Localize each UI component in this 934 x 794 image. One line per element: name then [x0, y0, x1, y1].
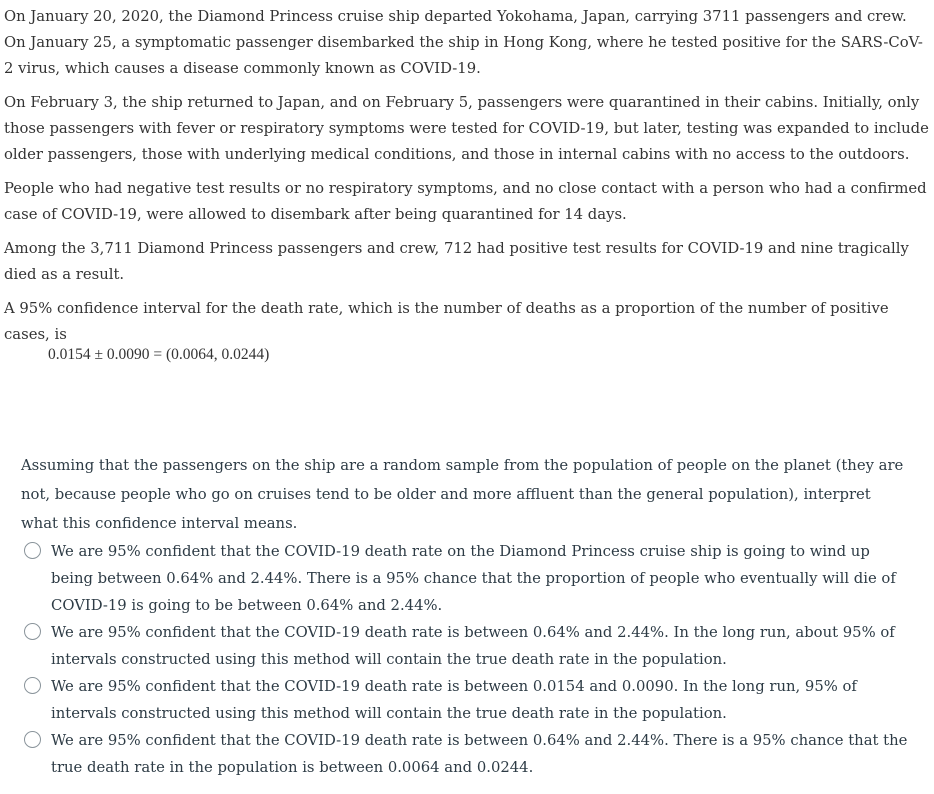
answer-option-2[interactable]	[24, 619, 914, 673]
answer-options	[24, 538, 914, 781]
radio-button-4[interactable]	[24, 731, 41, 748]
radio-button-3[interactable]	[24, 677, 41, 694]
answer-option-4-label: We are 95% confident that the COVID-19 death rate is between 0.64% and 2.44%. There is a 95% chance that the true death rate in the population is between 0.0064 and 0.0244.	[51, 732, 908, 776]
problem-passage	[4, 4, 930, 356]
answer-option-3[interactable]	[24, 673, 914, 727]
answer-option-1-label: We are 95% confident that the COVID-19 death rate on the Diamond Princess cruise ship is going to wind up being between 0.64% and 2.44%. There is a 95% chance that the proportion of people who eventually will die of COVID-19 is going to be between 0.64% and 2.44%.	[51, 543, 896, 614]
answer-option-3-label: We are 95% confident that the COVID-19 death rate is between 0.0154 and 0.0090. In the long run, 95% of intervals constructed using this method will contain the true death rate in the population.	[51, 678, 857, 722]
confidence-interval-formula: 0.0154 ± 0.0090 = (0.0064, 0.0244)	[48, 346, 270, 363]
question-prompt: Assuming that the passengers on the ship are a random sample from the population of people on the planet (they are not, because people who go on cruises tend to be older and more affluent than the general population), interpret what this confidence interval means.	[21, 457, 904, 532]
answer-option-1[interactable]	[24, 538, 914, 619]
radio-button-2[interactable]	[24, 623, 41, 640]
answer-option-2-label: We are 95% confident that the COVID-19 death rate is between 0.64% and 2.44%. In the long run, about 95% of intervals constructed using this method will contain the true death rate in the population.	[51, 624, 895, 668]
passage-paragraph-2: On February 3, the ship returned to Japan, and on February 5, passengers were quarantined in their cabins. Initially, only those passengers with fever or respiratory symptoms were tested for COVID-19, but later, testing was expanded to include older passengers, those with underlying medical conditions, and those in internal cabins with no access to the outdoors.	[4, 94, 929, 163]
passage-paragraph-5: A 95% confidence interval for the death rate, which is the number of deaths as a proportion of the number of positive cases, is	[4, 300, 889, 343]
passage-paragraph-3: People who had negative test results or no respiratory symptoms, and no close contact with a person who had a confirmed case of COVID-19, were allowed to disembark after being quarantined for 14 days.	[4, 180, 927, 223]
passage-paragraph-1: On January 20, 2020, the Diamond Princess cruise ship departed Yokohama, Japan, carrying 3711 passengers and crew. On January 25, a symptomatic passenger disembarked the ship in Hong Kong, where he tested positive for the SARS-CoV-2 virus, which causes a disease commonly known as COVID-19.	[4, 8, 923, 77]
passage-paragraph-4: Among the 3,711 Diamond Princess passengers and crew, 712 had positive test results for COVID-19 and nine tragically died as a result.	[4, 240, 909, 283]
answer-option-4[interactable]	[24, 727, 914, 781]
radio-button-1[interactable]	[24, 542, 41, 559]
